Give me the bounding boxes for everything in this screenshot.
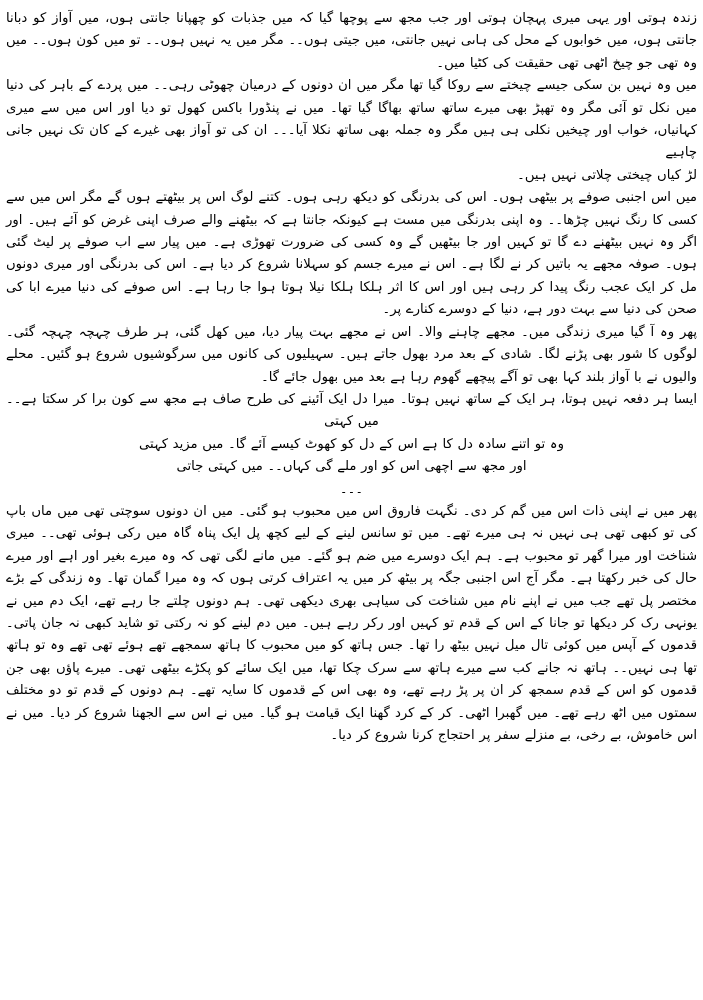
paragraph-1: زندہ ہوتی اور یہی میری پہچان ہوتی اور جب مجھ سے پوچھا گیا کہ میں جذبات کو چھپانا جانتی ہوں، میں آواز کو دبانا جانتی ہوں، میں خوابوں کے محل کی ہاںی نہیں جانتی، میں جیتی ہوں۔۔ مگر میں یہ نہیں ہوں۔۔ تو میں کون ہوں۔۔ میں وہ تھی جو چیخ اٹھی تھی حقیقت کی کٹیا میں۔ (6, 11, 697, 71)
paragraph-5: پھر وہ آ گیا میری زندگی میں۔ مجھے چاہنے والا۔ اس نے مجھے بہت پیار دیا، میں کھل گئی، ہر طرف چہچہ چہچہ گئی۔ لوگوں کا شور بھی پڑنے لگا۔ شادی کے بعد مرد بھول جاتے ہیں۔ سہیلیوں کی کانوں میں سرگوشیوں شروع ہو گئیں۔ محلے والیوں نے با آواز بلند کہا بھی تو آگے پیچھے گھوم رہا ہے بعد میں بھول جائے گا۔ (6, 324, 697, 385)
paragraph-7: وہ تو اتنے سادہ دل کا ہے اس کے دل کو کھوٹ کیسے آئے گا۔ میں مزید کہتی (139, 436, 564, 452)
paragraph-3: لڑ کیاں چیختی چلاتی نہیں ہیں۔ (517, 167, 697, 183)
paragraph-6: ایسا ہر دفعہ نہیں ہوتا، ہر ایک کے ساتھ نہیں ہوتا۔ میرا دل ایک آئینے کی طرح صاف ہے مجھ سے کون برا کر سکتا ہے۔۔ میں کہتی (6, 391, 697, 430)
paragraph-4: میں اس اجنبی صوفے پر بیٹھی ہوں۔ اس کی بدرنگی کو دیکھ رہی ہوں۔ کتنے لوگ اس پر بیٹھتے ہوں گے مگر اس میں سے کسی کا رنگ نہیں چڑھا۔۔ وہ اپنی بدرنگی میں مست ہے کیونکہ جانتا ہے کہ بیٹھنے والے صرف اپنی غرض کو آئے ہیں۔ اور اگر وہ نہیں بیٹھنے دے گا تو کہیں اور جا بیٹھیں گے وہ کسی کی ضرورت تھوڑی ہے۔ میں پیار سے اب صوفے پر لیٹ گئی ہوں۔ صوفہ مجھے یہ باتیں کر نے لگا ہے۔ اس نے میرے جسم کو سہلانا شروع کر دیا ہے۔ اس کی بدرنگی اور میری دونوں مل کر ایک عجب رنگ پیدا کر رہی ہیں اور اس کا اثر ہلکا ہلکا نیلا ہوتا ہوا جا رہا ہے۔ اس صوفے کی دنیا میرے ابا کی صحن کی دنیا سے بہت دور ہے، دنیا کے دوسرے کنارے پر۔ (6, 190, 697, 318)
paragraph-10: پھر میں نے اپنی ذات اس میں گم کر دی۔ نگہت فاروق اس میں محبوب ہو گئی۔ میں ان دونوں سوچتی تھی میں ماں باپ کی تو کبھی تھی ہی نہیں نہ ہی میرے تھے۔ میں تو سانس لینے کے لیے کچھ پل ایک پناہ گاہ میں رکی ہوئی تھی۔۔ میری شناخت اور میرا گھر تو محبوب ہے۔ ہم ایک دوسرے میں ضم ہو گئے۔ میں مانے لگی تھی کہ وہ میرے بغیر اور اہے اور میرے حال کی خبر رکھتا ہے۔ مگر آج اس اجنبی جگہ پر بیٹھ کر میں یہ اعتراف کرتی ہوں کہ وہ میرا گمان تھا۔ وہ زندگی کے بڑے مختصر پل تھے جب میں نے اپنے نام میں شناخت کی سیاہی بھری دیکھی تھی۔ ہم دونوں چلتے جا رہے تھے، ایک دم میں نے یونہی رک کر دیکھا تو جانا کے اس کے قدم تو کہیں اور رکر رہے ہیں۔ میں دم لینے کو نہ رکتی تو شاید کبھی نہ جان پاتی۔ قدموں کے آپس میں کوئی تال میل نہیں بیٹھ را تھا۔ جس ہاتھ کو میں محبوب کا ہاتھ سمجھے تھے ہوئے تھی تھے وہ تو ہاتھ تھا ہی نہیں۔۔ ہاتھ نہ جانے کب سے میرے ہاتھ سے سرک چکا تھا، میں ایک سائے کو پکڑے بیٹھی تھی۔ میرے پاؤں بھی جن قدموں کو اس کے قدم سمجھ کر ان پر پڑ رہے تھے، وہ بھی اس کے قدموں کا سایہ تھے۔ ہم دونوں کے قدم تو دو مختلف سمتوں میں اٹھ رہے تھے۔ میں گھبرا اٹھی۔ کر کے کرد گھنا ایک قیامت ہو گیا۔ میں نے اس سے الجھنا شروع کر دیا۔ میں نے اس خاموش، بے رخی، بے منزلے سفر پر احتجاج کرنا شروع کر دیا۔ (6, 503, 697, 743)
paragraph-8: اور مجھ سے اچھی اس کو اور ملے گی کہاں۔۔ میں کہتی جاتی (176, 459, 527, 475)
paragraph-2: میں وہ نہیں بن سکی جیسے چیختے سے روکا گیا تھا مگر میں ان دونوں کے درمیان چھوٹی رہی۔۔ میں پردے کے باہر کی دنیا میں نکل تو آئی مگر وہ تھپڑ بھی میرے ساتھ ساتھ بھاگا گیا تھا۔ میں نے پنڈورا باکس کھول تو دیا اور اس میں سے میری کہانیاں، خواب اور چیخیں نکلی ہی ہیں مگر وہ جملہ بھی ساتھ نکلا آیا۔۔۔ ان کی تو آواز بھی غیرے کے کان تک نہیں جانی چاہیے (6, 78, 697, 161)
paragraph-9: ۔۔۔ (339, 481, 364, 497)
urdu-text-body (6, 8, 697, 747)
